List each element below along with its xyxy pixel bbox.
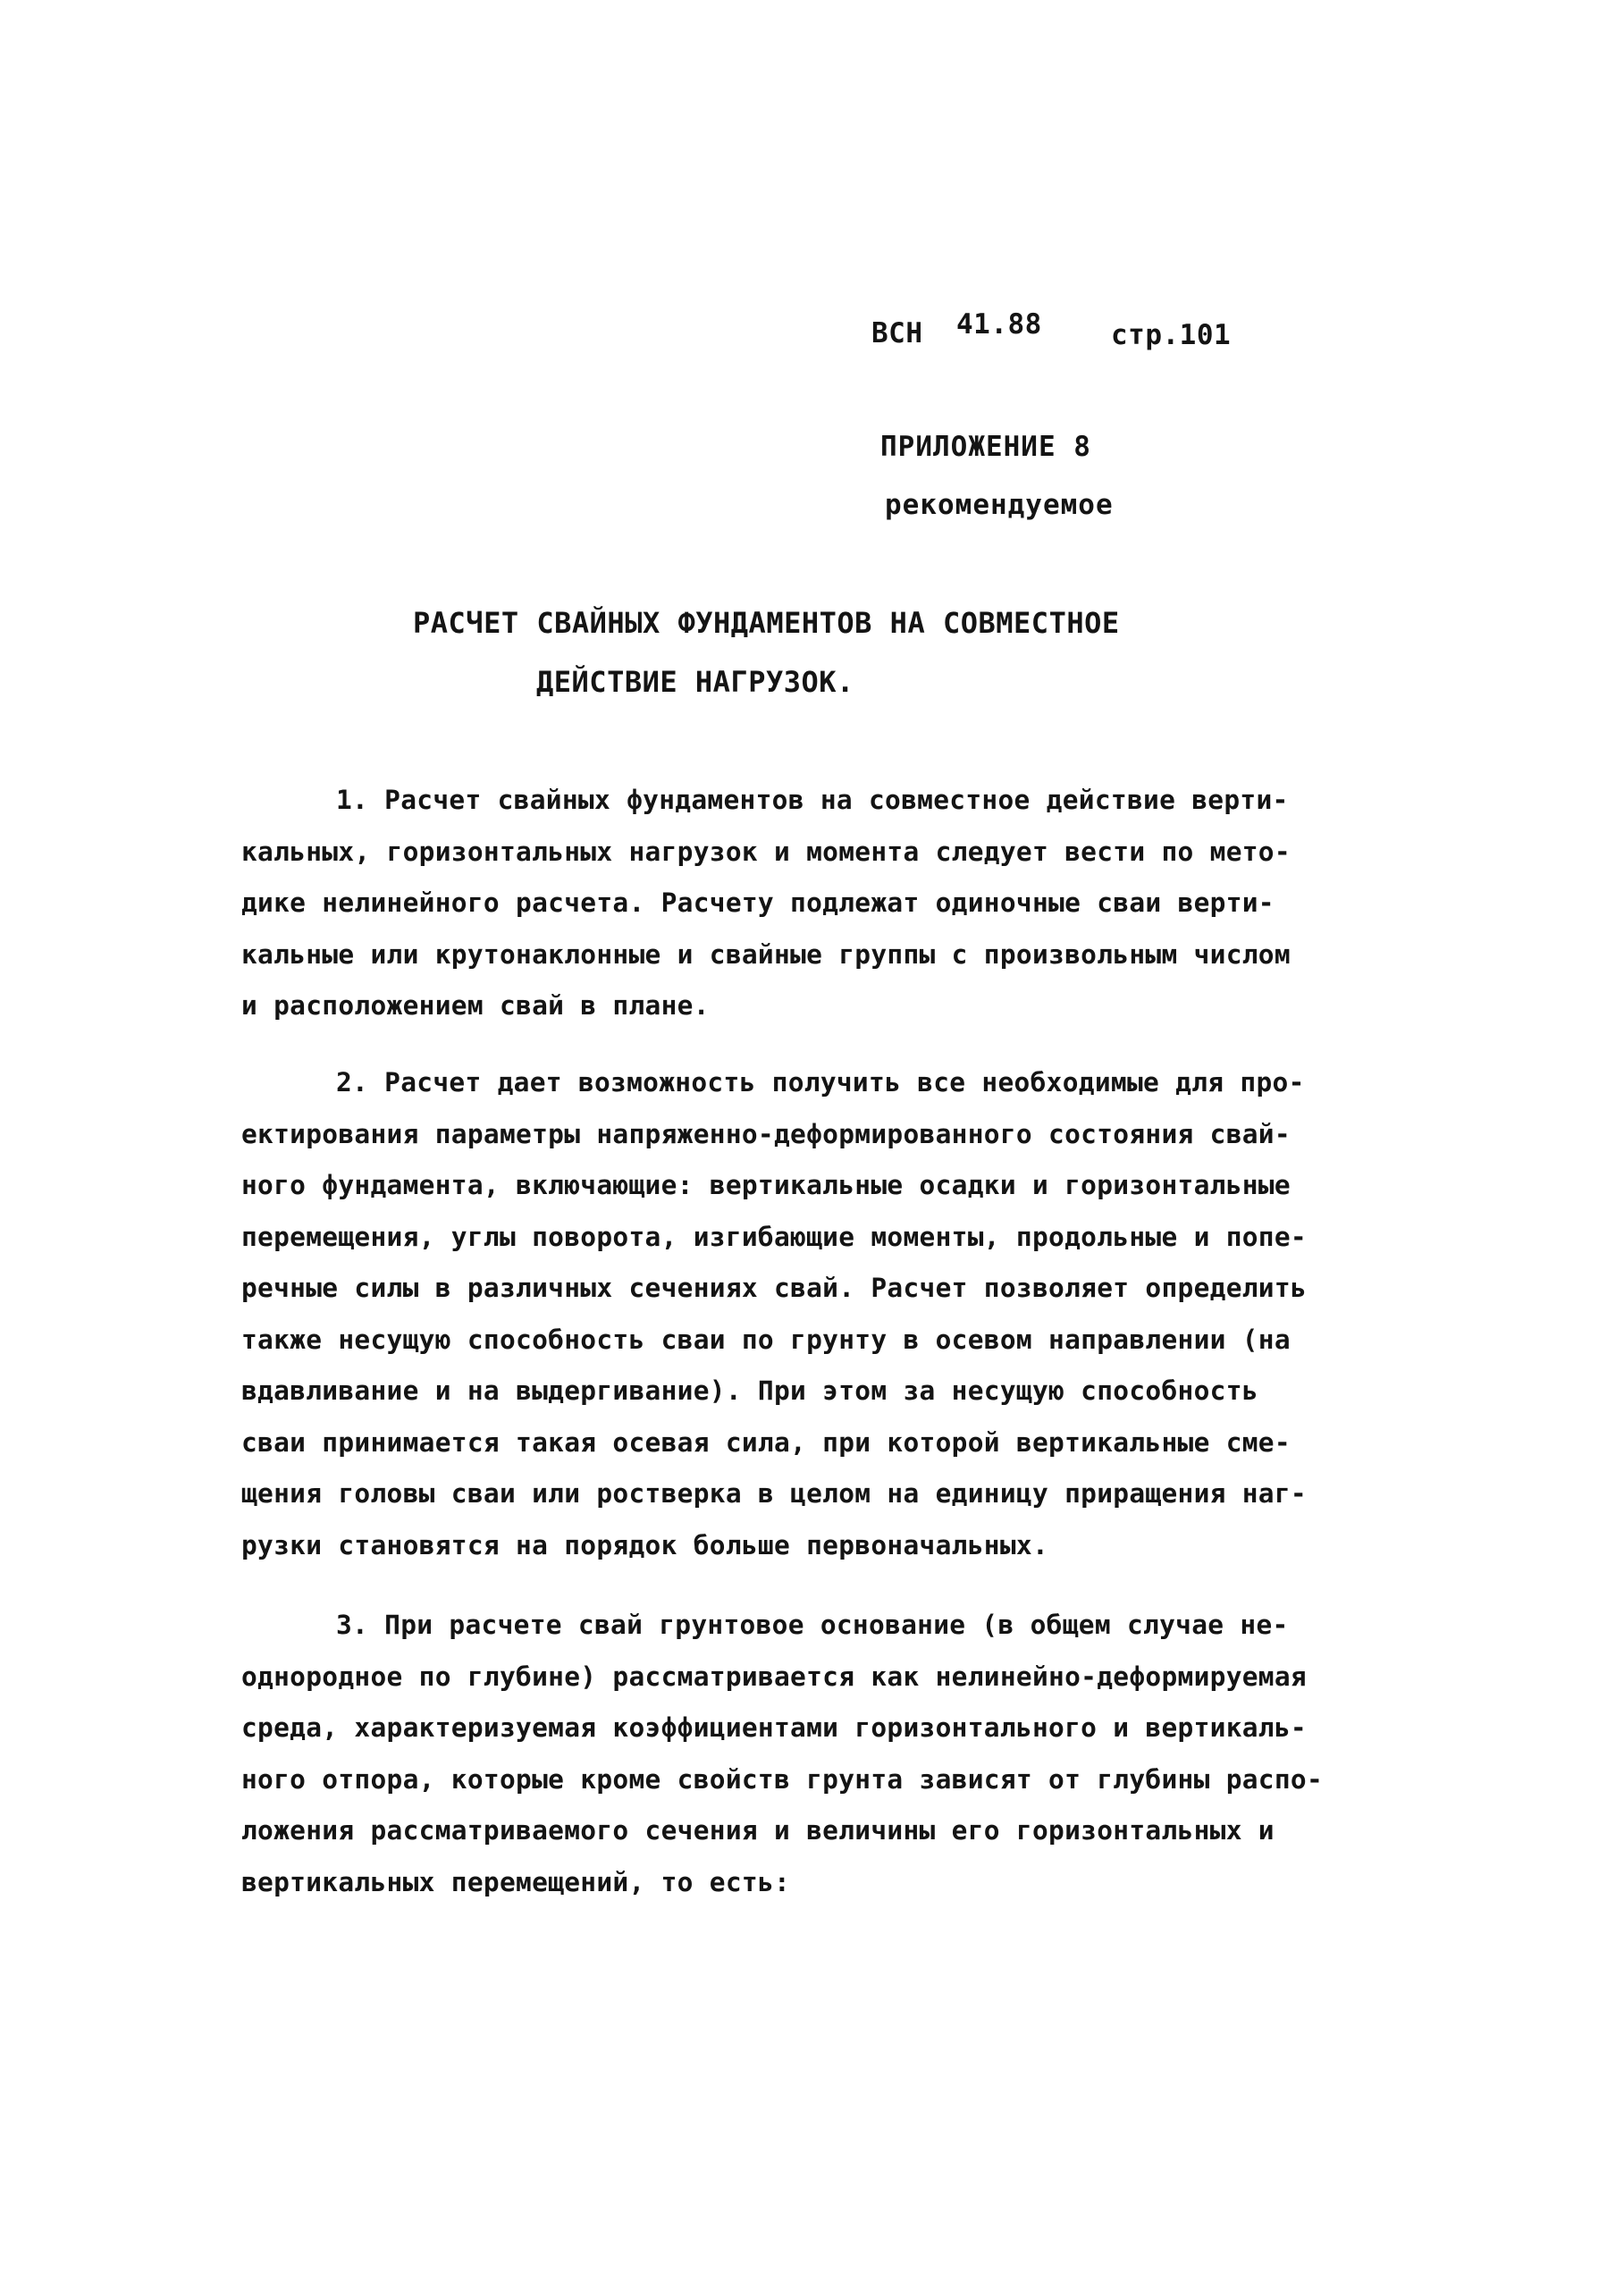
paragraph-line: ного фундамента, включающие: вертикальные осадки и горизонтальные (241, 1170, 1291, 1200)
paragraph-line: 3. При расчете свай грунтовое основание (в общем случае не- (336, 1610, 1289, 1640)
paragraph-2 (241, 1057, 1412, 1571)
paragraph-line: рузки становятся на порядок больше первоначальных. (241, 1529, 1049, 1560)
paragraph-line: кальных, горизонтальных нагрузок и момента следует вести по мето- (241, 836, 1291, 867)
paragraph-line: перемещения, углы поворота, изгибающие моменты, продольные и попе- (241, 1221, 1307, 1252)
doc-code: ВСН (871, 317, 923, 349)
paragraph-line: 2. Расчет дает возможность получить все необходимые для про- (336, 1067, 1305, 1098)
paragraph-line: среда, характеризуемая коэффициентами горизонтального и вертикаль- (241, 1712, 1307, 1743)
appendix-label: ПРИЛОЖЕНИЕ 8 (880, 431, 1091, 463)
appendix-status: рекомендуемое (885, 489, 1114, 521)
paragraph-line: однородное по глубине) рассматривается как нелинейно-деформируемая (241, 1661, 1307, 1692)
paragraph-line: ектирования параметры напряженно-деформированного состояния свай- (241, 1118, 1291, 1149)
title-line-2: ДЕЙСТВИЕ НАГРУЗОК. (536, 665, 854, 699)
paragraph-1 (241, 775, 1412, 1032)
paragraph-line: речные силы в различных сечениях свай. Расчет позволяет определить (241, 1273, 1307, 1303)
paragraph-line: ного отпора, которые кроме свойств грунта зависят от глубины распо- (241, 1763, 1324, 1795)
paragraph-line: вертикальных перемещений, то есть: (241, 1866, 791, 1897)
title-line-1: РАСЧЕТ СВАЙНЫХ ФУНДАМЕНТОВ НА СОВМЕСТНОЕ (413, 606, 1120, 640)
doc-number: 41.88 (956, 308, 1042, 341)
page-number: стр.101 (1111, 319, 1232, 351)
paragraph-line: кальные или крутонаклонные и свайные группы с произвольным числом (241, 938, 1291, 970)
paragraph-line: дике нелинейного расчета. Расчету подлежат одиночные сваи верти- (241, 887, 1275, 918)
paragraph-line: и расположением свай в плане. (241, 990, 710, 1021)
paragraph-3 (241, 1600, 1412, 1908)
paragraph-line: щения головы сваи или ростверка в целом на единицу приращения наг- (241, 1478, 1307, 1509)
paragraph-line: 1. Расчет свайных фундаментов на совместное действие верти- (336, 785, 1289, 815)
paragraph-line: вдавливание и на выдергивание). При этом за несущую способность (241, 1375, 1258, 1406)
paragraph-line: ложения рассматриваемого сечения и величины его горизонтальных и (241, 1815, 1275, 1846)
paragraph-line: сваи принимается такая осевая сила, при которой вертикальные сме- (241, 1426, 1291, 1458)
paragraph-line: также несущую способность сваи по грунту в осевом направлении (на (241, 1324, 1291, 1355)
